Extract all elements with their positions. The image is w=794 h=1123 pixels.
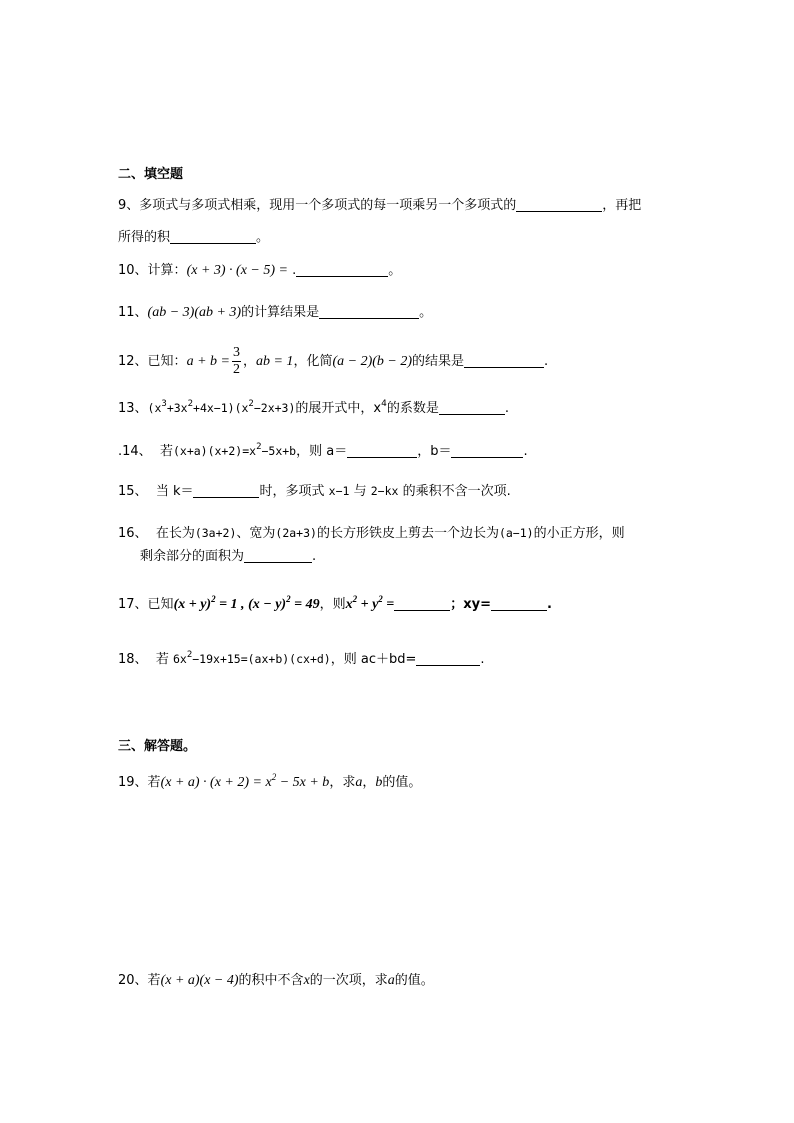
q16-text-5: 剩余部分的面积为 — [140, 549, 245, 564]
q13-poly-a: (x — [147, 401, 162, 415]
q9-text-3: 所得的积 — [118, 230, 171, 245]
q14-expression — [173, 444, 296, 458]
q16-expression-3: (a−1) — [498, 526, 534, 540]
q12-expression-3: (a − 2)(b − 2) — [332, 354, 412, 369]
q17-expression-2: (x − y) — [248, 597, 287, 612]
q13-poly-b: +3x — [166, 401, 188, 415]
q19-comma: ， — [362, 775, 376, 790]
q17-label: 已知 — [147, 597, 174, 612]
q17-blank-2[interactable] — [491, 596, 547, 611]
q15-text-3: 与 — [353, 484, 367, 499]
q17-expression-1: (x + y) — [173, 597, 212, 612]
q10-dot: . — [292, 263, 297, 278]
q12-number: 12、 — [118, 354, 148, 369]
section-2-title-text: 二、填空题 — [118, 167, 184, 182]
q12-text-2: 的结果是 — [412, 354, 465, 369]
question-14 — [118, 442, 528, 461]
q17-end: . — [547, 597, 552, 612]
question-13 — [118, 399, 509, 418]
q15-text-4: 的乘积不含一次项 — [402, 484, 507, 499]
q13-text-2: 的系数是 — [386, 401, 439, 416]
q16-blank[interactable] — [244, 548, 312, 563]
q11-number: 11、 — [118, 305, 148, 320]
q14-text-2: ，则 a＝ — [296, 444, 348, 459]
q13-polynomial — [148, 401, 296, 415]
q17-text: ，则 — [319, 597, 346, 612]
q16-text-2: 、宽为 — [236, 526, 276, 541]
q17-separator: ；xy= — [450, 597, 492, 612]
q9-text-2: ，再把 — [602, 198, 642, 213]
q12-comma: ， — [242, 354, 256, 369]
q17-equals-2: = 49 — [290, 597, 320, 612]
q18-blank[interactable] — [416, 651, 480, 666]
section-3-title — [118, 738, 196, 756]
q19-exponent: 2 — [271, 772, 277, 782]
question-19 — [118, 774, 421, 792]
q20-text-3: 的一次项，求 — [309, 973, 388, 988]
q12-label: 已知： — [147, 354, 187, 369]
question-20 — [118, 972, 434, 990]
q12-blank[interactable] — [464, 353, 544, 368]
q16-text-3: 的长方形铁皮上剪去一个边长为 — [316, 526, 499, 541]
q20-number: 20、 — [118, 973, 148, 988]
q11-text: 的计算结果是 — [241, 305, 320, 320]
q19-text-3: 的值。 — [382, 775, 422, 790]
q20-text: 若 — [147, 973, 161, 988]
q15-expression-2: 2−kx — [370, 484, 399, 498]
q16-number: 16、 — [118, 526, 148, 541]
q16-end: . — [312, 549, 317, 564]
q19-text-2: ，求 — [329, 775, 356, 790]
q18-expression-b: −19x+15=(ax+b)(cx+d) — [192, 652, 331, 666]
question-15 — [118, 482, 511, 501]
q10-expression: (x + 3) · (x − 5) = — [186, 263, 288, 278]
q13-exponent-2b: 2 — [248, 399, 254, 409]
q12-fraction-denominator: 2 — [232, 362, 240, 377]
q20-text-2: 的积中不含 — [238, 973, 304, 988]
q13-exponent-2: 2 — [187, 399, 194, 409]
q11-end: 。 — [419, 305, 433, 320]
question-18 — [118, 650, 485, 669]
q19-number: 19、 — [118, 775, 148, 790]
q13-text: 的展开式中，x — [295, 401, 382, 416]
q17-equals-1: = 1 , — [215, 597, 249, 612]
q17-equals-3: = — [382, 597, 395, 612]
q15-text: 当 k＝ — [155, 484, 194, 499]
q20-text-4: 的值。 — [394, 973, 434, 988]
q17-equation-2 — [345, 594, 395, 612]
q16-expression-2: (2a+3) — [275, 526, 317, 540]
q13-end: . — [504, 401, 509, 416]
q19-text: 若 — [147, 775, 161, 790]
q12-fraction-numerator: 3 — [232, 345, 240, 360]
q12-expression-1: a + b = — [186, 354, 230, 369]
q9-text: 多项式与多项式相乘，现用一个多项式的每一项乘另一个多项式的 — [139, 198, 517, 213]
q17-exponent-1: 2 — [211, 594, 216, 604]
question-9-line-2 — [118, 229, 269, 247]
q17-exponent-3: 2 — [352, 594, 358, 604]
q11-blank[interactable] — [319, 304, 419, 319]
q14-end: . — [523, 444, 528, 459]
q13-poly-d: −2x+3) — [253, 401, 296, 415]
q15-expression-1: x−1 — [328, 484, 350, 498]
q17-number: 17、 — [118, 597, 148, 612]
q17-plus: + y — [357, 597, 379, 612]
q9-blank-1[interactable] — [516, 197, 602, 212]
q12-fraction — [232, 345, 241, 378]
q19-variable-a: a — [355, 775, 363, 790]
q18-expression — [173, 652, 331, 666]
question-10 — [118, 262, 401, 280]
q18-expression-a: 6x — [172, 652, 187, 666]
q18-end: . — [480, 652, 485, 667]
q16-expression-1: (3a+2) — [194, 526, 237, 540]
q11-expression: (ab − 3)(ab + 3) — [147, 305, 242, 320]
q13-number: 13、 — [118, 401, 148, 416]
q17-equation-1 — [173, 594, 320, 612]
q15-number: 15、 — [118, 484, 148, 499]
q10-number: 10、 — [118, 263, 148, 278]
q12-text: ，化简 — [293, 354, 333, 369]
question-12 — [118, 345, 548, 378]
q14-text-3: ，b＝ — [417, 444, 452, 459]
q19-variable-b: b — [375, 775, 383, 790]
q14-blank-a[interactable] — [347, 443, 417, 458]
q10-label: 计算： — [147, 263, 187, 278]
q15-end: . — [506, 484, 511, 499]
q17-blank-1[interactable] — [394, 596, 450, 611]
q20-variable-a: a — [387, 973, 395, 988]
q10-end: 。 — [388, 263, 402, 278]
q18-text: 若 — [155, 652, 169, 667]
question-16-line-1 — [118, 524, 625, 543]
q18-text-2: ，则 ac＋bd= — [330, 652, 417, 667]
q9-end: 。 — [256, 230, 270, 245]
q9-number: 9、 — [118, 198, 140, 213]
q12-end: . — [544, 354, 549, 369]
q16-text-4: 的小正方形，则 — [533, 526, 625, 541]
section-3-title-text: 三、解答题。 — [118, 739, 197, 754]
q14-text: 若 — [159, 444, 173, 459]
q14-blank-b[interactable] — [451, 443, 523, 458]
q20-expression: (x + a)(x − 4) — [160, 973, 239, 988]
question-11 — [118, 304, 432, 322]
section-2-title — [118, 166, 183, 184]
q14-number: .14、 — [118, 444, 152, 459]
q15-text-2: 时，多项式 — [259, 484, 325, 499]
q14-exponent: 2 — [256, 442, 262, 452]
q19-expression-1: (x + a) · (x + 2) = x — [160, 775, 272, 790]
q13-blank[interactable] — [439, 400, 505, 415]
q14-expression-b: −5x+b — [261, 444, 297, 458]
q13-exponent-3: 3 — [161, 399, 167, 409]
q17-expression-3: x — [345, 597, 353, 612]
q20-variable-x: x — [303, 973, 310, 988]
q13-exponent-4: 4 — [381, 399, 387, 409]
q16-text: 在长为 — [155, 526, 195, 541]
question-16-line-2 — [140, 548, 316, 566]
q13-poly-c: +4x−1)(x — [193, 401, 249, 415]
q14-expression-a: (x+a)(x+2)=x — [172, 444, 257, 458]
q10-blank[interactable] — [296, 262, 388, 277]
q19-expression-2: − 5x + b — [276, 775, 330, 790]
question-9-line-1 — [118, 197, 641, 215]
q17-exponent-2: 2 — [286, 594, 291, 604]
q19-equation — [160, 772, 330, 790]
q9-blank-2[interactable] — [170, 229, 256, 244]
question-17 — [118, 596, 552, 614]
q15-blank[interactable] — [193, 483, 259, 498]
q17-exponent-4: 2 — [378, 594, 383, 604]
q12-expression-2: ab = 1 — [255, 354, 294, 369]
q18-number: 18、 — [118, 652, 148, 667]
q18-exponent: 2 — [186, 650, 193, 660]
